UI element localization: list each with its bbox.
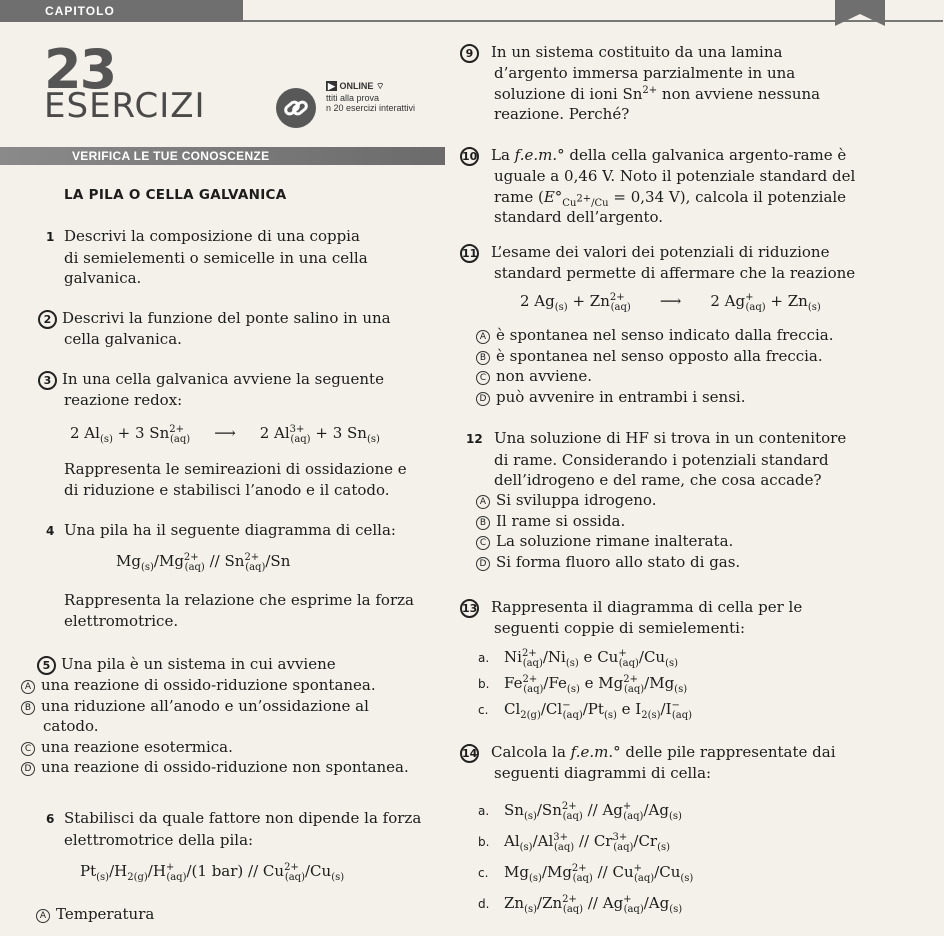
q4-text: Rappresenta la relazione che esprime la forza elettromotrice. <box>64 591 414 630</box>
q5-option-c[interactable]: C una reazione esotermica. <box>21 737 457 758</box>
question-number-badge: 11 <box>460 244 479 263</box>
q12-options <box>476 490 936 572</box>
q11-option-a[interactable]: A è spontanea nel senso indicato dalla freccia. <box>476 325 936 346</box>
q3-equation: 2 $Al_{(s)} + 3$ $Sn^{2+}_{(aq)}$ ⟶ 2 $Al^{3+}_{(aq)} + 3$ $Sn_{(s)}$ <box>70 424 380 445</box>
section-banner: VERIFICA LE TUE CONOSCENZE <box>0 147 445 165</box>
q12-option-a[interactable]: A Si sviluppa idrogeno. <box>476 490 936 511</box>
question-4: 4 Una pila ha il seguente diagramma di cella: <box>64 520 464 542</box>
question-10: 10 La f.e.m.° della cella galvanica argento-rame è uguale a 0,46 V. Noto il potenziale standard del rame ($E^\circ_{Cu^{2+}/Cu} = 0,34$ V), calcola il potenziale standard dell’argento. <box>462 146 856 226</box>
question-11: 11 L’esame dei valori dei potenziali di riduzione standard permette di affermare che la reazione <box>462 243 856 282</box>
q14-items: a. $Sn_{(s)}/Sn^{2+}_{(aq)} // Ag^+_{(aq)}/Ag_{(s)}$ b. $Al_{(s)}/Al^{3+}_{(aq)} // Cr^{3+}_{(aq)}/Cr_{(s)}$ c. $Mg_{(s)}/Mg^{2+}_{(aq)} // Cu^+_{(aq)}/Cu_{(s)}$ d. $Zn_{(s)}/Zn^{2+}_{(aq)} // Ag^+_{(aq)}/Ag_{(s)}$ <box>478 801 694 915</box>
bookmark-icon <box>835 0 885 26</box>
question-number-badge: 3 <box>38 371 57 390</box>
chapter-number: 23 <box>44 38 116 101</box>
q12-option-d[interactable]: D Si forma fluoro allo stato di gas. <box>476 552 936 573</box>
q6-option-a[interactable]: A Temperatura <box>36 904 154 925</box>
q11-options <box>476 325 936 407</box>
q11-option-b[interactable]: B è spontanea nel senso opposto alla freccia. <box>476 346 936 367</box>
question-14: 14 Calcola la f.e.m.° delle pile rappresentate dai seguenti diagrammi di cella: <box>462 743 836 782</box>
question-number-badge: 14 <box>460 744 479 763</box>
question-number: 12 <box>466 432 483 446</box>
online-sub: ttiti alla prova n 20 esercizi interattivi <box>326 93 416 113</box>
online-label: ▶ ONLINE ⌔ <box>328 81 385 91</box>
q6-cell-diagram: $Pt_{(s)}/H_{2(g)}/H^+_{(aq)}/(1$ $bar) // Cu^{2+}_{(aq)}/Cu_{(s)}$ <box>80 862 345 883</box>
question-number: 6 <box>46 812 55 826</box>
q5-option-a[interactable]: A una reazione di ossido-riduzione spontanea. <box>21 675 457 696</box>
page-title: ESERCIZI <box>44 86 206 126</box>
q4-cell-diagram: $Mg_{(s)}/Mg^{2+}_{(aq)} // Sn^{2+}_{(aq)}/Sn$ <box>116 552 291 573</box>
question-2: 2 Descrivi la funzione del ponte salino in una cella galvanica. <box>64 308 464 350</box>
question-number-badge: 9 <box>460 44 479 63</box>
online-exercises-badge[interactable] <box>276 80 456 132</box>
question-number-badge: 2 <box>38 310 57 329</box>
question-13: 13 Rappresenta il diagramma di cella per le seguenti coppie di semielementi: <box>462 598 803 637</box>
q12-option-b[interactable]: B Il rame si ossida. <box>476 511 936 532</box>
question-6: 6 Stabilisci da quale fattore non dipende la forza elettromotrice della pila: <box>46 809 422 849</box>
question-9: 9 In un sistema costituito da una lamina d’argento immersa parzialmente in una soluzione di ioni $Sn^{2+}$ non avviene nessuna reazione. Perché? <box>494 42 934 125</box>
question-1: 1 Descrivi la composizione di una coppia di semielementi o semicelle in una cella galvanica. <box>46 227 368 287</box>
question-3: 3 In una cella galvanica avviene la seguente reazione redox: <box>64 369 464 411</box>
link-icon <box>276 88 316 128</box>
subsection-title: LA PILA O CELLA GALVANICA <box>64 187 287 203</box>
q5-option-b[interactable]: B una riduzione all’anodo e un’ossidazione al <box>21 696 457 717</box>
question-number: 4 <box>46 524 55 538</box>
chapter-label: CAPITOLO <box>0 0 243 22</box>
question-number-badge: 5 <box>37 656 56 675</box>
question-number-badge: 10 <box>460 147 479 166</box>
q12-option-c[interactable]: C La soluzione rimane inalterata. <box>476 531 936 552</box>
q11-equation: 2 $Ag_{(s)} + Zn^{2+}_{(aq)}$ ⟶ 2 $Ag^+_{(aq)} + Zn_{(s)}$ <box>520 292 821 313</box>
q11-option-c[interactable]: C non avviene. <box>476 366 936 387</box>
question-5: 5 Una pila è un sistema in cui avviene A una reazione di ossido-riduzione spontanea. B una riduzione all’anodo e un’ossidazione al catodo. C una reazione esotermica. D una reazione di ossido-riduzione non spontanea. <box>37 654 457 778</box>
question-12: 12 Una soluzione di HF si trova in un contenitore di rame. Considerando i potenziali standard dell’idrogeno e del rame, che cosa accade? <box>466 429 847 489</box>
q3-text: Rappresenta le semireazioni di ossidazione e di riduzione e stabilisci l’anodo e il catodo. <box>64 460 407 499</box>
question-number: 1 <box>46 230 55 244</box>
q13-items: a. $Ni^{2+}_{(aq)}/Ni_{(s)}$ e $Cu^+_{(aq)}/Cu_{(s)}$ b. $Fe^{2+}_{(aq)}/Fe_{(s)}$ e $Mg^{2+}_{(aq)}/Mg_{(s)}$ c. $Cl_{2(g)}/Cl^-_{(aq)}/Pt_{(s)}$ e $I_{2(s)}/I^-_{(aq)}$ <box>478 648 693 721</box>
q5-option-d[interactable]: D una reazione di ossido-riduzione non spontanea. <box>21 757 457 778</box>
q11-option-d[interactable]: D può avvenire in entrambi i sensi. <box>476 387 936 408</box>
question-number-badge: 13 <box>460 599 479 618</box>
